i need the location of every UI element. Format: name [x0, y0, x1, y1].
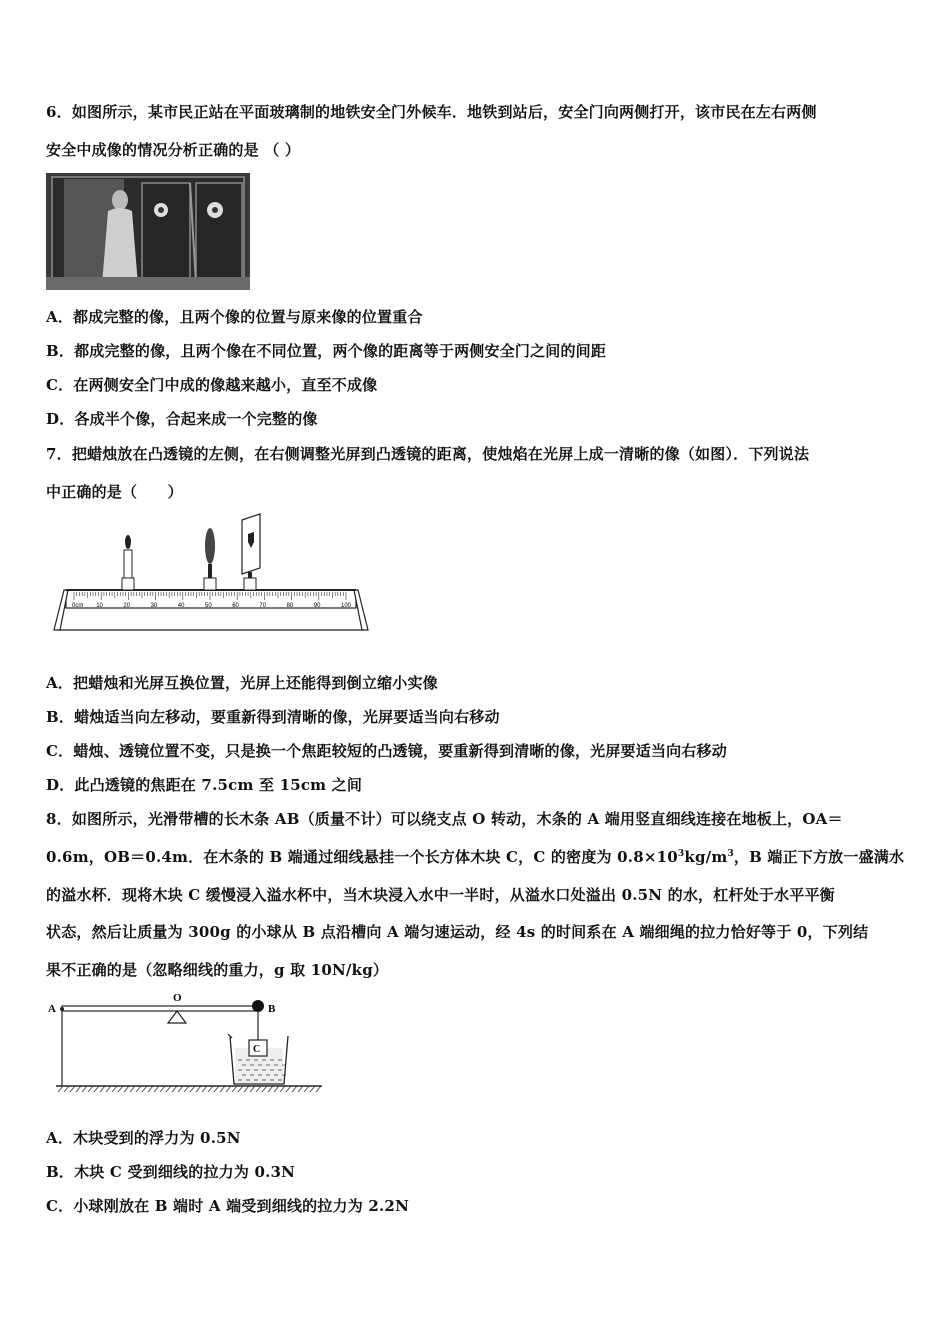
hatch-line [298, 1086, 303, 1092]
ground-hatching [58, 1086, 321, 1092]
hatch-line [100, 1086, 105, 1092]
label-b: B [268, 1003, 276, 1015]
hatch-line [232, 1086, 237, 1092]
candle [122, 535, 134, 590]
q6-option-d: D．各成半个像，合起来成一个完整的像 [46, 410, 318, 428]
hatch-line [106, 1086, 111, 1092]
hatch-line [124, 1086, 129, 1092]
q8-option-a: A．木块受到的浮力为 0.5N [46, 1129, 241, 1147]
q6-option-a: A．都成完整的像，且两个像的位置与原来像的位置重合 [46, 308, 423, 326]
q7-option-d: D．此凸透镜的焦距在 7.5cm 至 15cm 之间 [46, 776, 363, 794]
hatch-line [172, 1086, 177, 1092]
q8-stem-line3: 的溢水杯．现将木块 C 缓慢浸入溢水杯中，当木块浸入水中一半时，从溢水口处溢出 0.5N 的水，杠杆处于水平平衡 [46, 886, 835, 904]
ruler-tick-label: 80 [286, 603, 294, 609]
hatch-line [304, 1086, 309, 1092]
hatch-line [88, 1086, 93, 1092]
q7-option-b: B．蜡烛适当向左移动，要重新得到清晰的像，光屏要适当向右移动 [46, 708, 500, 726]
hatch-line [70, 1086, 75, 1092]
label-c: C [253, 1044, 261, 1055]
hatch-line [82, 1086, 87, 1092]
q6-option-b: B．都成完整的像，且两个像在不同位置，两个像的距离等于两侧安全门之间的间距 [46, 342, 607, 360]
ruler-tick-label: 30 [150, 603, 158, 609]
q8-option-c: C．小球刚放在 B 端时 A 端受到细线的拉力为 2.2N [46, 1197, 409, 1215]
hatch-line [58, 1086, 63, 1092]
q6-stem-line2: 安全中成像的情况分析正确的是 （ ） [46, 141, 301, 159]
hatch-line [226, 1086, 231, 1092]
hatch-line [262, 1086, 267, 1092]
hatch-line [112, 1086, 117, 1092]
optical-bench-diagram [46, 512, 376, 632]
light-screen [242, 514, 260, 590]
ruler-tick-label: 90 [313, 603, 321, 609]
hatch-line [154, 1086, 159, 1092]
hatch-line [274, 1086, 279, 1092]
hatch-line [280, 1086, 285, 1092]
hatch-line [148, 1086, 153, 1092]
hatch-line [190, 1086, 195, 1092]
lever-diagram [46, 990, 326, 1094]
hatch-line [256, 1086, 261, 1092]
hatch-line [244, 1086, 249, 1092]
q7-option-a: A．把蜡烛和光屏互换位置，光屏上还能得到倒立缩小实像 [46, 674, 438, 692]
hatch-line [220, 1086, 225, 1092]
ruler-tick-label: 100 [341, 603, 352, 609]
hatch-line [208, 1086, 213, 1092]
q6-option-c: C．在两侧安全门中成的像越来越小，直至不成像 [46, 376, 378, 394]
ruler-tick-label: 70 [259, 603, 267, 609]
q8-stem-line2: 0.6m，OB＝0.4m．在木条的 B 端通过细线悬挂一个长方体木块 C，C 的密度为 $0.8\times 10^3kg/m^3$，B 端正下方放一盛满水 [46, 848, 905, 866]
convex-lens [204, 528, 216, 590]
label-o: O [173, 992, 182, 1004]
label-a: A [48, 1003, 56, 1015]
hatch-line [202, 1086, 207, 1092]
hatch-line [184, 1086, 189, 1092]
hatch-line [292, 1086, 297, 1092]
ruler-tick-label: 40 [177, 603, 185, 609]
ruler-tick-label: 50 [205, 603, 212, 609]
hatch-line [160, 1086, 165, 1092]
hatch-line [130, 1086, 135, 1092]
hatch-line [250, 1086, 255, 1092]
hatch-line [286, 1086, 291, 1092]
hatch-line [118, 1086, 123, 1092]
hatch-line [238, 1086, 243, 1092]
hatch-line [94, 1086, 99, 1092]
q7-stem-line2: 中正确的是（ ） [46, 483, 183, 501]
subway-safety-door-photo [46, 173, 250, 290]
hatch-line [214, 1086, 219, 1092]
q8-stem-line4: 状态，然后让质量为 300g 的小球从 B 点沿槽向 A 端匀速运动，经 4s 的时间系在 A 端细绳的拉力恰好等于 0，下列结 [46, 923, 869, 941]
ruler-tick-label: 0cm [72, 603, 84, 609]
q8-option-b: B．木块 C 受到细线的拉力为 0.3N [46, 1163, 296, 1181]
hatch-line [196, 1086, 201, 1092]
q8-stem-line5: 果不正确的是（忽略细线的重力，g 取 10N/kg） [46, 961, 389, 979]
hatch-line [64, 1086, 69, 1092]
ruler-tick-label: 20 [123, 603, 131, 609]
hatch-line [166, 1086, 171, 1092]
q7-option-c: C．蜡烛、透镜位置不变，只是换一个焦距较短的凸透镜，要重新得到清晰的像，光屏要适当向右移动 [46, 742, 727, 760]
ruler-tick-label: 60 [232, 603, 239, 609]
q8-stem-line1: 8．如图所示，光滑带槽的长木条 AB（质量不计）可以绕支点 O 转动，木条的 A 端用竖直细线连接在地板上，OA＝ [46, 810, 843, 828]
hatch-line [268, 1086, 273, 1092]
ruler-tick-label: 10 [96, 603, 103, 609]
hatch-line [142, 1086, 147, 1092]
hatch-line [310, 1086, 315, 1092]
q6-stem-line1: 6．如图所示，某市民正站在平面玻璃制的地铁安全门外候车．地铁到站后，安全门向两侧打开，该市民在左右两侧 [46, 103, 817, 121]
hatch-line [178, 1086, 183, 1092]
hatch-line [136, 1086, 141, 1092]
q7-stem-line1: 7．把蜡烛放在凸透镜的左侧，在右侧调整光屏到凸透镜的距离，使烛焰在光屏上成一清晰的像（如图）．下列说法 [46, 445, 810, 463]
hatch-line [316, 1086, 321, 1092]
hatch-line [76, 1086, 81, 1092]
